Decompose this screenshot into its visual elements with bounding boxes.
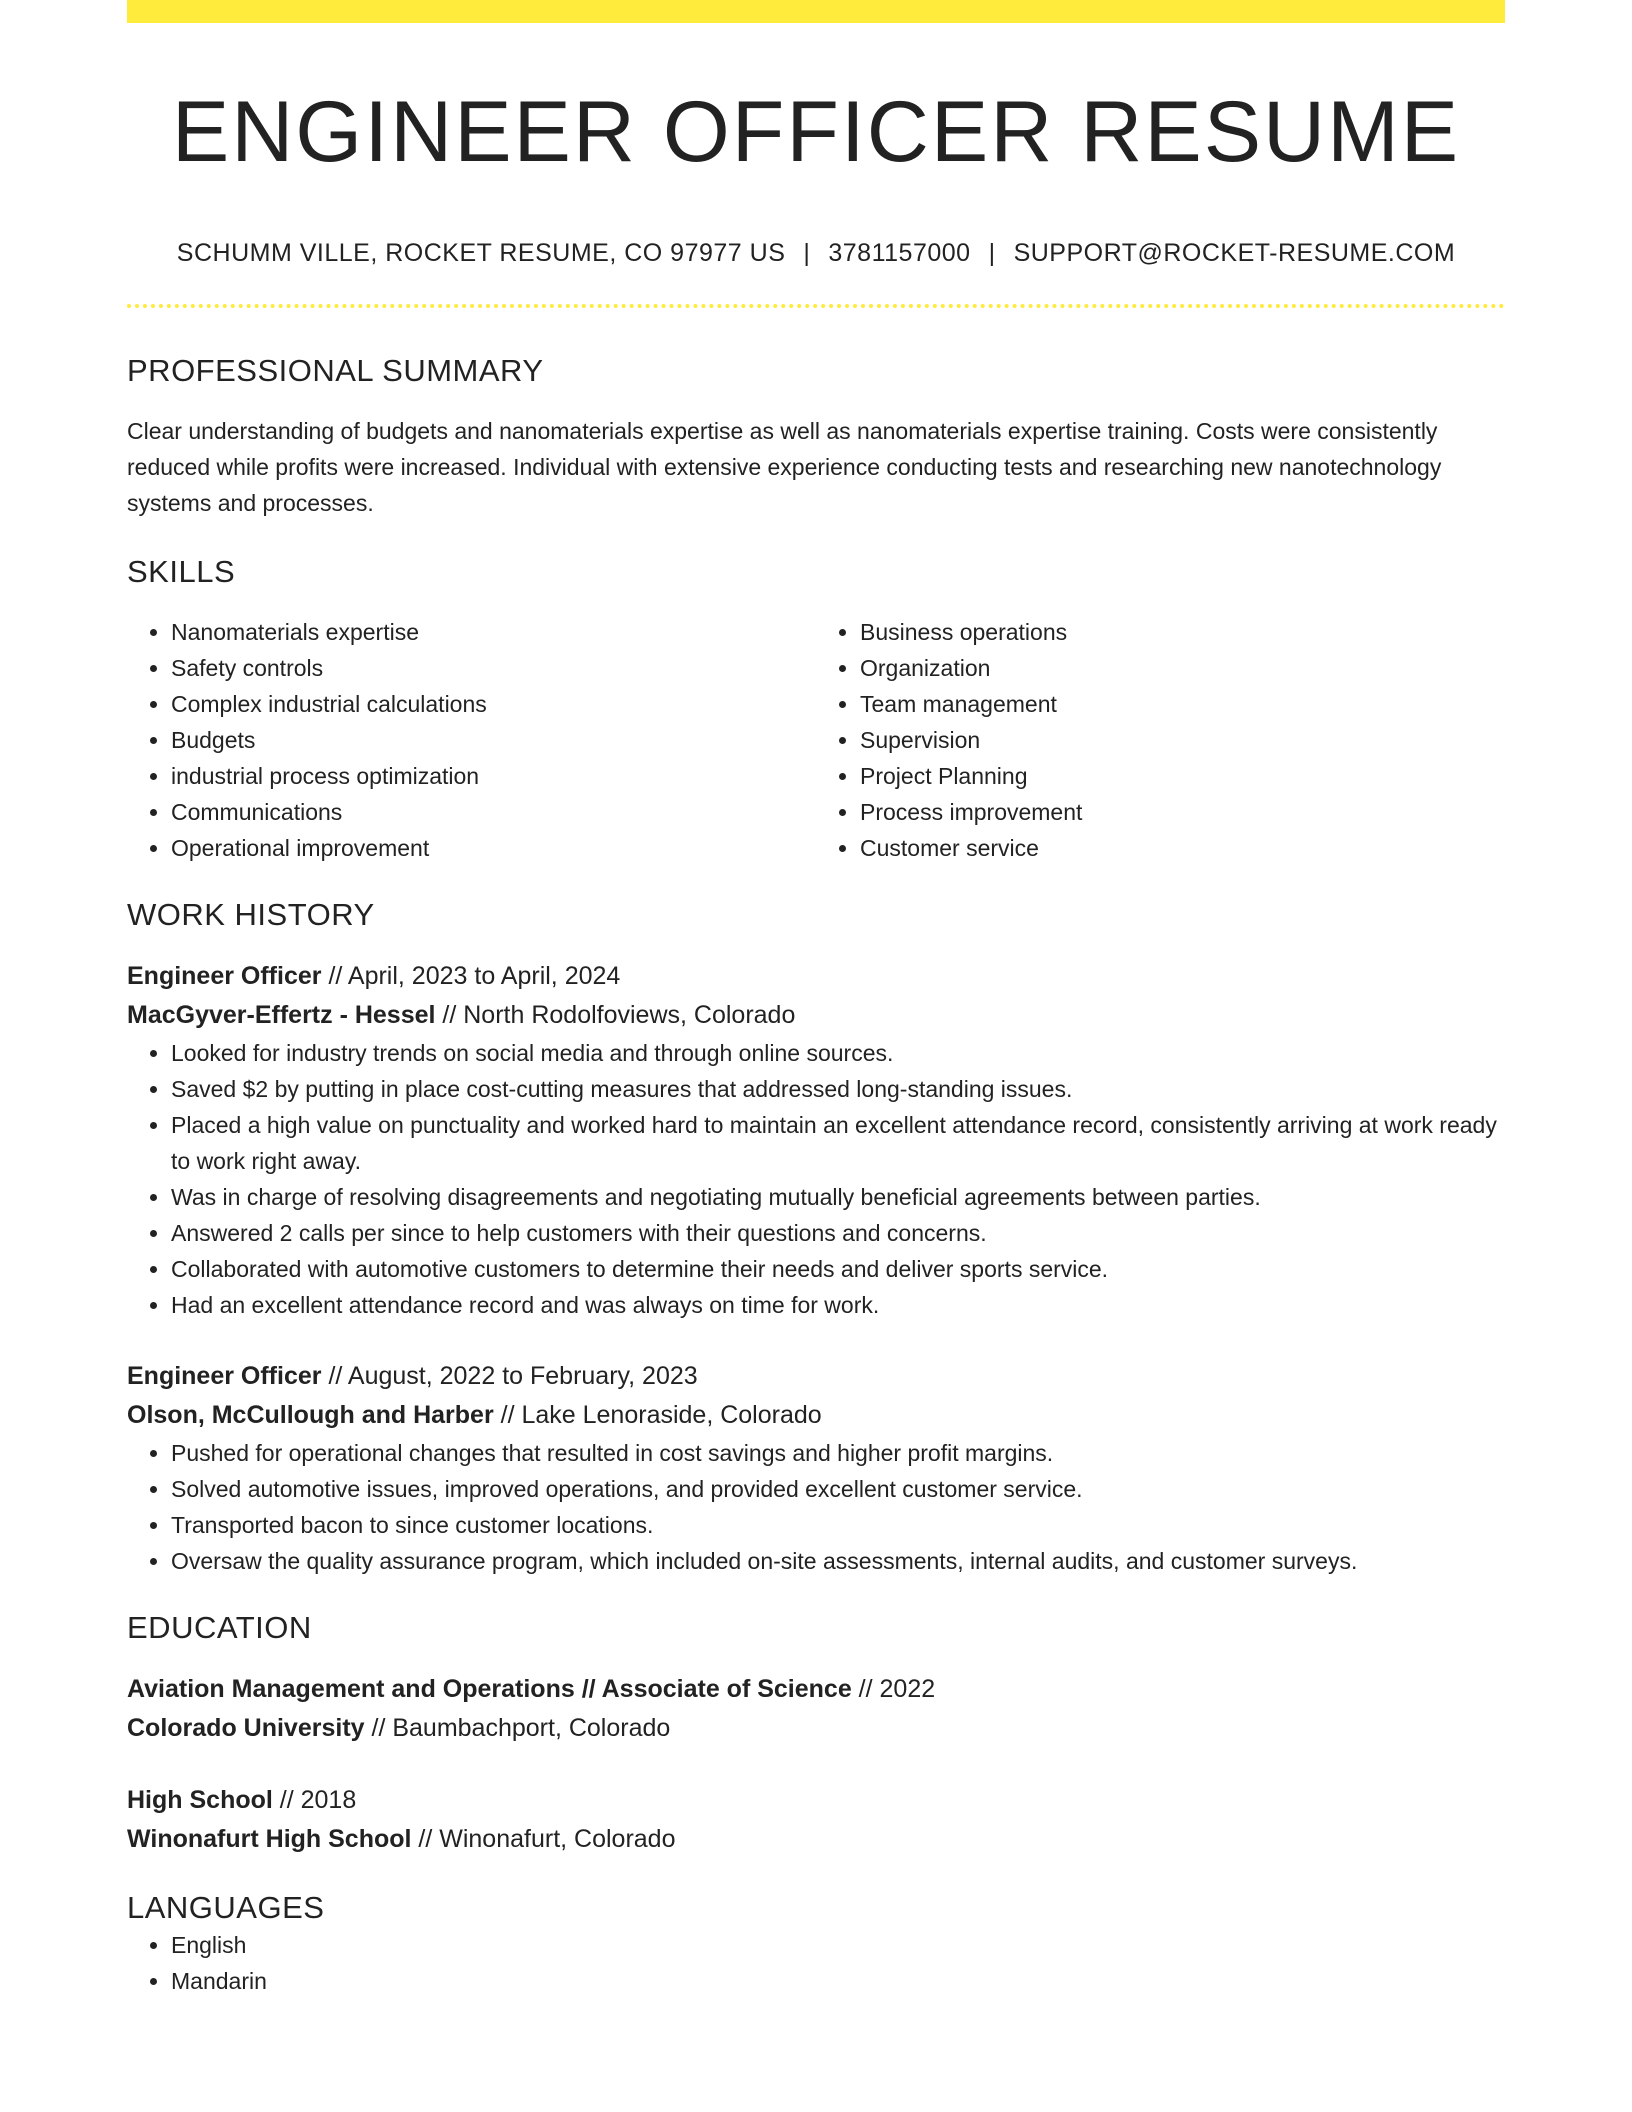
skill-item: • Process improvement <box>860 794 1505 830</box>
skill-item: • Organization <box>860 650 1505 686</box>
job-company-line <box>127 1396 1505 1435</box>
job-bullet: • Pushed for operational changes that resulted in cost savings and higher profit margins. <box>171 1435 1505 1471</box>
skill-item: • Supervision <box>860 722 1505 758</box>
job-bullet: • Answered 2 calls per since to help customers with their questions and concerns. <box>171 1215 1505 1251</box>
job-bullets <box>127 1035 1505 1323</box>
job-title: Engineer Officer <box>127 962 322 991</box>
education-location: // Winonafurt, Colorado <box>411 1825 676 1854</box>
language-item: • Mandarin <box>171 1963 1505 1999</box>
job-bullet: • Solved automotive issues, improved operations, and provided excellent customer service. <box>171 1471 1505 1507</box>
skill-item: • Customer service <box>860 830 1505 866</box>
skill-item: • Operational improvement <box>171 830 816 866</box>
summary-text: Clear understanding of budgets and nanomaterials expertise as well as nanomaterials expertise training. Costs were consistently reduced while profits were increased. Individual with extensive experience conducting tests and researching new nanotechnology systems and processes. <box>127 417 1442 516</box>
job-company: MacGyver-Effertz - Hessel <box>127 1001 436 1030</box>
contact-phone: 3781157000 <box>828 238 971 267</box>
education-degree: High School <box>127 1786 273 1815</box>
skill-item: • Budgets <box>171 722 816 758</box>
skill-item: • Safety controls <box>171 650 816 686</box>
education-location: // Baumbachport, Colorado <box>364 1714 671 1743</box>
skills-section <box>127 553 1505 866</box>
job-location: // Lake Lenoraside, Colorado <box>493 1401 822 1430</box>
skill-item: • Complex industrial calculations <box>171 686 816 722</box>
job-bullet: • Was in charge of resolving disagreements and negotiating mutually beneficial agreements between parties. <box>171 1179 1505 1215</box>
top-accent-bar <box>127 0 1505 23</box>
contact-address: SCHUMM VILLE, ROCKET RESUME, CO 97977 US <box>176 238 786 267</box>
education-entry <box>127 1781 1505 1859</box>
job-location: // North Rodolfoviews, Colorado <box>435 1001 796 1030</box>
contact-separator: | <box>803 238 811 267</box>
education-year: // 2022 <box>851 1675 936 1704</box>
skills-left-list <box>127 614 816 866</box>
education-degree-line <box>127 1781 1505 1820</box>
contact-line <box>127 238 1505 268</box>
education-section <box>127 1609 1505 1859</box>
education-degree: Aviation Management and Operations // Associate of Science <box>127 1675 852 1704</box>
job-bullet: • Saved $2 by putting in place cost-cutting measures that addressed long-standing issues. <box>171 1071 1505 1107</box>
job-bullet: • Collaborated with automotive customers to determine their needs and deliver sports service. <box>171 1251 1505 1287</box>
contact-email: SUPPORT@ROCKET-RESUME.COM <box>1013 238 1456 267</box>
skill-item: • industrial process optimization <box>171 758 816 794</box>
skill-item: • Business operations <box>860 614 1505 650</box>
education-degree-line <box>127 1670 1505 1709</box>
education-heading: EDUCATION <box>127 1610 312 1646</box>
job-title: Engineer Officer <box>127 1362 322 1391</box>
job-bullet: • Looked for industry trends on social media and through online sources. <box>171 1035 1505 1071</box>
summary-heading: PROFESSIONAL SUMMARY <box>127 352 544 388</box>
education-school-line <box>127 1820 1505 1859</box>
education-school: Winonafurt High School <box>127 1825 412 1854</box>
skills-heading: SKILLS <box>127 553 236 589</box>
skill-item: • Communications <box>171 794 816 830</box>
contact-separator: | <box>988 238 996 267</box>
work-history-section <box>127 896 1505 1579</box>
languages-section <box>127 1889 1505 1998</box>
job-title-line <box>127 957 1505 996</box>
education-school: Colorado University <box>127 1714 365 1743</box>
skill-item: • Team management <box>860 686 1505 722</box>
education-entry <box>127 1670 1505 1748</box>
job-dates: // April, 2023 to April, 2024 <box>321 962 621 991</box>
job-bullets <box>127 1435 1505 1579</box>
skills-right-list <box>816 614 1505 866</box>
job-company-line <box>127 996 1505 1035</box>
languages-list <box>127 1927 1505 1999</box>
header-divider <box>127 304 1505 308</box>
job-entry <box>127 957 1505 1323</box>
skill-item: • Project Planning <box>860 758 1505 794</box>
job-bullet: • Oversaw the quality assurance program, which included on-site assessments, internal audits, and customer surveys. <box>171 1543 1505 1579</box>
job-bullet: • Had an excellent attendance record and was always on time for work. <box>171 1287 1505 1323</box>
skills-columns <box>127 614 1505 866</box>
language-item: • English <box>171 1927 1505 1963</box>
job-bullet: • Placed a high value on punctuality and worked hard to maintain an excellent attendance record, consistently arriving at work ready to work right away. <box>171 1107 1505 1179</box>
work-history-heading: WORK HISTORY <box>127 896 375 932</box>
languages-heading: LANGUAGES <box>127 1890 325 1926</box>
education-year: // 2018 <box>272 1786 357 1815</box>
job-bullet: • Transported bacon to since customer locations. <box>171 1507 1505 1543</box>
job-title-line <box>127 1357 1505 1396</box>
education-school-line <box>127 1709 1505 1748</box>
skill-item: • Nanomaterials expertise <box>171 614 816 650</box>
resume-title: ENGINEER OFFICER RESUME <box>171 84 1461 180</box>
job-dates: // August, 2022 to February, 2023 <box>321 1362 698 1391</box>
summary-section <box>127 352 1505 521</box>
job-company: Olson, McCullough and Harber <box>127 1401 494 1430</box>
job-entry <box>127 1357 1505 1579</box>
resume-page <box>127 0 1505 1999</box>
